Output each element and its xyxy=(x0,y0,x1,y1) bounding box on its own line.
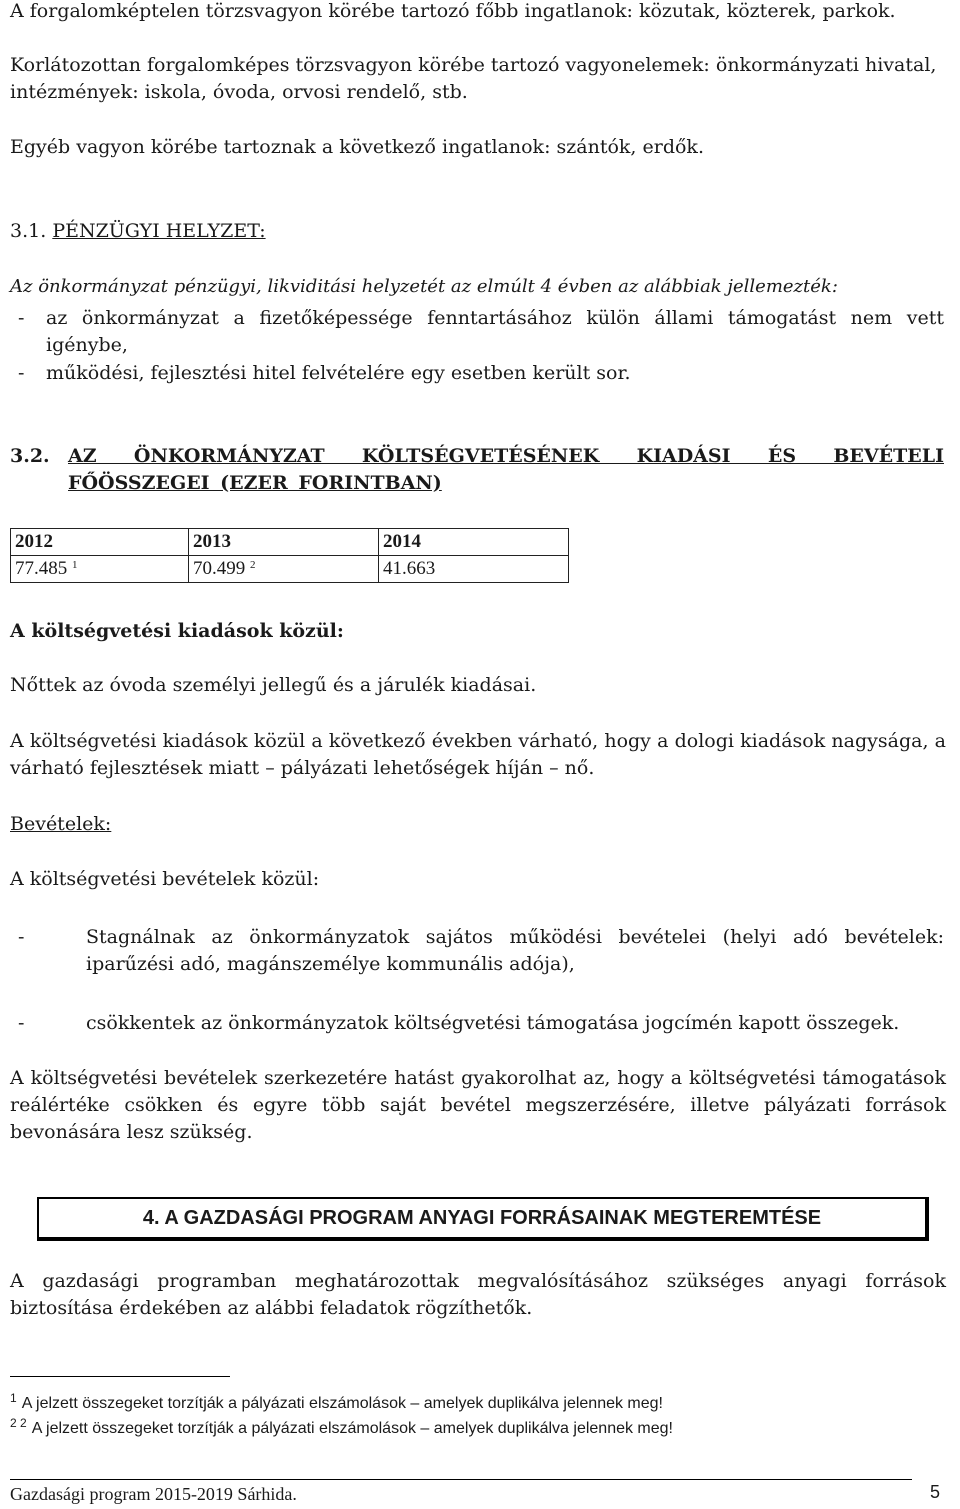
expenditures-paragraph-2: A költségvetési kiadások közül a következő években várható, hogy a dologi kiadások nagysága, a várható fejlesztések miatt – pályázati lehetőségek híján – nő. xyxy=(10,730,946,779)
revenues-bullet-2: csökkentek az önkormányzatok költségvetési támogatása jogcímén kapott összegek. xyxy=(86,1012,900,1034)
revenues-paragraph: A költségvetési bevételek szerkezetére hatást gyakorolhat az, hogy a költségvetési támogatások reálértéke csökken és egyre több saját bevétel megszerzésére, illetve pályázati források bevonására lesz szükség. xyxy=(10,1067,946,1143)
section-3-1-lead: Az önkormányzat pénzügyi, likviditási helyzetét az elmúlt 4 évben az alábbiak jellemezték: xyxy=(10,276,838,297)
bullet-dash: - xyxy=(18,307,25,329)
intro-paragraph-2: Korlátozottan forgalomképes törzsvagyon körébe tartozó vagyonelemek: önkormányzati hivatal, intézmények: iskola, óvoda, orvosi rendelő, stb. xyxy=(10,54,937,103)
section-3-2-title: AZ ÖNKORMÁNYZAT KÖLTSÉGVETÉSÉNEK KIADÁSI ÉS BEVÉTELI FŐÖSSZEGEI (EZER FORINTBAN) xyxy=(68,445,944,494)
expenditures-heading: A költségvetési kiadások közül: xyxy=(10,620,344,642)
footnote-ref: 2 xyxy=(250,559,256,571)
bullet-dash: - xyxy=(18,362,25,384)
revenues-lead: A költségvetési bevételek közül: xyxy=(10,868,320,890)
year-cell: 2012 xyxy=(11,529,189,556)
section-3-1-heading xyxy=(10,218,266,245)
footer-rule xyxy=(10,1479,912,1480)
bullet-dash: - xyxy=(18,1012,25,1034)
footnote-2 xyxy=(10,1416,673,1438)
intro-paragraph-3: Egyéb vagyon körébe tartoznak a következő ingatlanok: szántók, erdők. xyxy=(10,136,704,158)
footnote-1 xyxy=(10,1391,663,1413)
budget-table-value-row xyxy=(11,556,569,583)
bullet-dash: - xyxy=(18,926,25,948)
value-cell: 70.499 $^2$ xyxy=(189,556,379,583)
expenditures-paragraph-1: Nőttek az óvoda személyi jellegű és a járulék kiadásai. xyxy=(10,674,537,696)
intro-paragraph-1: A forgalomképtelen törzsvagyon körébe tartozó főbb ingatlanok: közutak, közterek, parkok. xyxy=(10,0,896,22)
year-cell: 2014 xyxy=(379,529,569,556)
footnote-text: A jelzett összegeket torzítják a pályázati elszámolások – amelyek duplikálva jelennek meg! xyxy=(31,1420,673,1437)
value-cell: 77.485 $^1$ xyxy=(11,556,189,583)
footnote-separator xyxy=(10,1376,230,1377)
section-4-heading: 4. A GAZDASÁGI PROGRAM ANYAGI FORRÁSAINAK MEGTEREMTÉSE xyxy=(142,1206,822,1229)
revenues-bullet-1: Stagnálnak az önkormányzatok sajátos működési bevételei (helyi adó bevételek: iparűzési adó, magánszemélye kommunális adója), xyxy=(86,926,944,975)
section-4-paragraph: A gazdasági programban meghatározottak megvalósításához szükséges anyagi források biztosítása érdekében az alábbi feladatok rögzíthetők. xyxy=(10,1270,946,1319)
section-3-1-bullet-2: működési, fejlesztési hitel felvételére egy esetben került sor. xyxy=(46,362,631,384)
footnote-ref: 1 xyxy=(72,559,78,571)
section-3-1-title: PÉNZÜGYI HELYZET: xyxy=(52,220,266,242)
revenues-heading: Bevételek: xyxy=(10,813,112,835)
budget-table xyxy=(10,528,569,583)
footer-title: Gazdasági program 2015-2019 Sárhida. xyxy=(10,1484,297,1504)
footnote-mark: 1 xyxy=(10,1391,17,1405)
footnote-text: A jelzett összegeket torzítják a pályázati elszámolások – amelyek duplikálva jelennek meg! xyxy=(21,1395,663,1412)
section-3-1-number: 3.1. xyxy=(10,220,47,242)
year-cell: 2013 xyxy=(189,529,379,556)
section-4-heading-box xyxy=(37,1197,929,1241)
section-3-1-bullet-1: az önkormányzat a fizetőképessége fenntartásához külön állami támogatást nem vett igénybe, xyxy=(46,307,944,356)
section-3-2-number: 3.2. xyxy=(10,445,50,467)
budget-table-year-row xyxy=(11,529,569,556)
value-cell: 41.663 xyxy=(379,556,569,583)
page-number: 5 xyxy=(930,1482,941,1502)
footnote-mark: 2 2 xyxy=(10,1416,27,1430)
